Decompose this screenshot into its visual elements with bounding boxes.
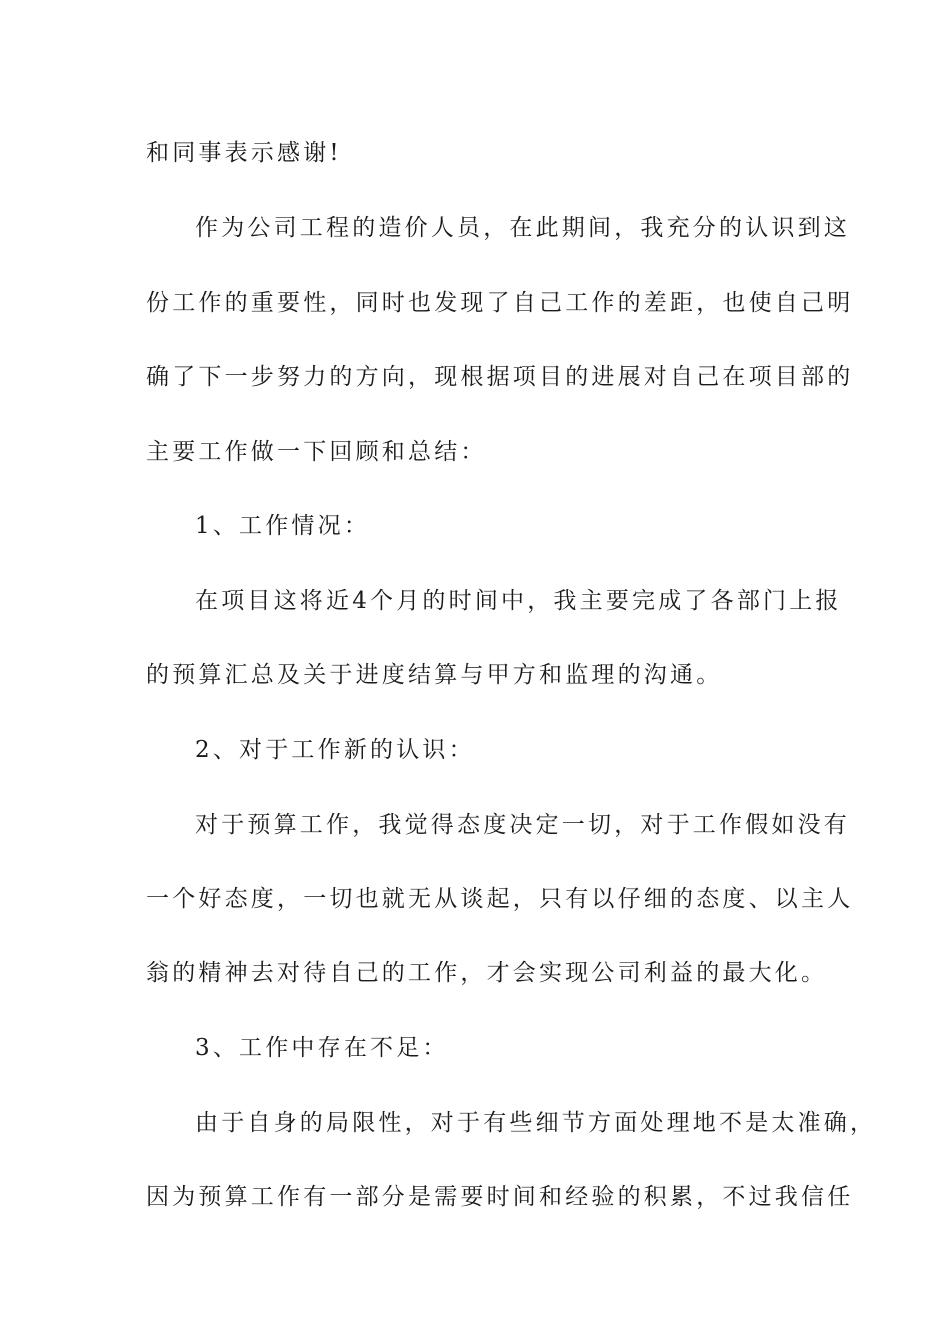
paragraph-line: 份工作的重要性，同时也发现了自己工作的差距，也使自己明 bbox=[146, 290, 854, 316]
paragraph-line: 对于预算工作，我觉得态度决定一切，对于工作假如没有 bbox=[195, 812, 850, 838]
paragraph-line: 的预算汇总及关于进度结算与甲方和监理的沟通。 bbox=[146, 662, 723, 688]
paragraph-line: 由于自身的局限性，对于有些细节方面处理地不是太准确， bbox=[195, 1110, 877, 1136]
section-heading: 2、对于工作新的认识： bbox=[195, 737, 475, 763]
paragraph-line: 和同事表示感谢! bbox=[146, 140, 342, 166]
paragraph-line: 在项目这将近4个月的时间中，我主要完成了各部门上报 bbox=[195, 588, 842, 614]
paragraph-line: 翁的精神去对待自己的工作，才会实现公司利益的最大化。 bbox=[146, 960, 828, 986]
paragraph-line: 作为公司工程的造价人员，在此期间，我充分的认识到这 bbox=[195, 215, 850, 241]
section-heading: 1、工作情况： bbox=[195, 513, 371, 539]
section-heading: 3、工作中存在不足： bbox=[195, 1035, 449, 1061]
paragraph-line: 一个好态度，一切也就无从谈起，只有以仔细的态度、以主人 bbox=[146, 886, 854, 912]
paragraph-line: 因为预算工作有一部分是需要时间和经验的积累，不过我信任 bbox=[146, 1184, 854, 1210]
paragraph-line: 主要工作做一下回顾和总结： bbox=[146, 439, 487, 465]
paragraph-line: 确了下一步努力的方向，现根据项目的进展对自己在项目部的 bbox=[146, 364, 854, 390]
